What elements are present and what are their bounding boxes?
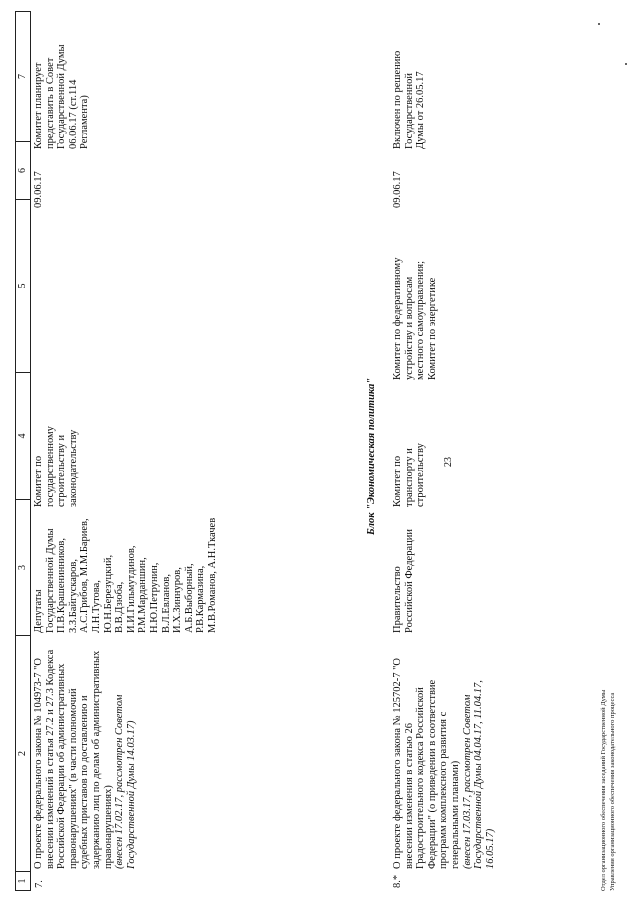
column-header: 5	[16, 199, 30, 372]
row-number: 8.*	[392, 874, 403, 888]
bill-title	[33, 649, 137, 869]
column-header: 6	[16, 141, 30, 199]
scan-speck	[598, 23, 600, 25]
column-header: 1	[16, 871, 30, 891]
footer-line: Управления организационного обеспечения законодательного процесса	[609, 692, 616, 891]
co-executor-committee: Комитет по федеративному устройству и вопросам местного самоуправления; Комитет по энергетике	[392, 257, 438, 380]
decision-note: Включен по решению Государственной Думы от 26.05.17	[392, 50, 427, 149]
block-title: Блок "Экономическая политика"	[366, 377, 377, 535]
bill-initiator: Депутаты Государственной Думы П.В.Крашенинников, З.З.Байгускаров, А.С.Грибов, М.М.Бариев, Л.Н.Тутова, Ю.Н.Березуцкий, В.В.Дзюба, И.И.Гильмутдинов, Р.М.Марданшин, Н.Ю.Петрунин, В.Л.Евланов, И.Х.Зиннуров, А.Б.Выборный, Р.В.Кармазина, М.В.Романов, А.Н.Ткачев	[33, 517, 218, 633]
row-number: 7.	[34, 880, 45, 888]
bill-note: (внесен 17.02.17, рассмотрен Советом Государственной Думы 14.03.17)	[114, 694, 137, 869]
footer-line: Отдел организационного обеспечения заседаний Государственной Думы	[600, 689, 607, 891]
consideration-date: 09.06.17	[33, 171, 44, 208]
responsible-committee: Комитет по государственному строительству и законодательству	[33, 426, 79, 507]
decision-note: Комитет планирует представить в Совет Государственной Думы 06.06.17 (ст.114 Регламента)	[33, 44, 91, 149]
bill-title-text: О проекте федерального закона № 104973-7 "О внесении изменений в статья 27.2 и 27.3 Кодекса Российской Федерации об административных правонарушениях" (в части полномочий судебных приставов по доставлению и задержанию лиц по делам об административных правонарушениях)	[33, 649, 114, 869]
column-header: 3	[16, 499, 30, 635]
bill-title	[392, 649, 496, 869]
bill-note: (внесен 17.03.17, рассмотрен Советом Государственной Думы 04.04.17, 11.04.17, 16.05.17)	[461, 680, 496, 869]
scan-speck	[625, 63, 627, 65]
consideration-date: 09.06.17	[392, 171, 403, 208]
responsible-committee: Комитет по транспорту и строительству	[392, 443, 427, 507]
table-header-row	[15, 11, 31, 891]
column-header: 7	[16, 11, 30, 141]
page-number: 23	[443, 457, 454, 467]
column-header: 2	[16, 635, 30, 871]
bill-initiator: Правительство Российской Федерации	[392, 529, 415, 633]
bill-title-text: О проекте федерального закона № 125702-7 "О внесении изменения в статью 26 Градостроительного кодекса Российской Федерации" (о приведении в соответствие программ комплексного развития с генеральными планами)	[392, 657, 461, 869]
column-header: 4	[16, 372, 30, 499]
